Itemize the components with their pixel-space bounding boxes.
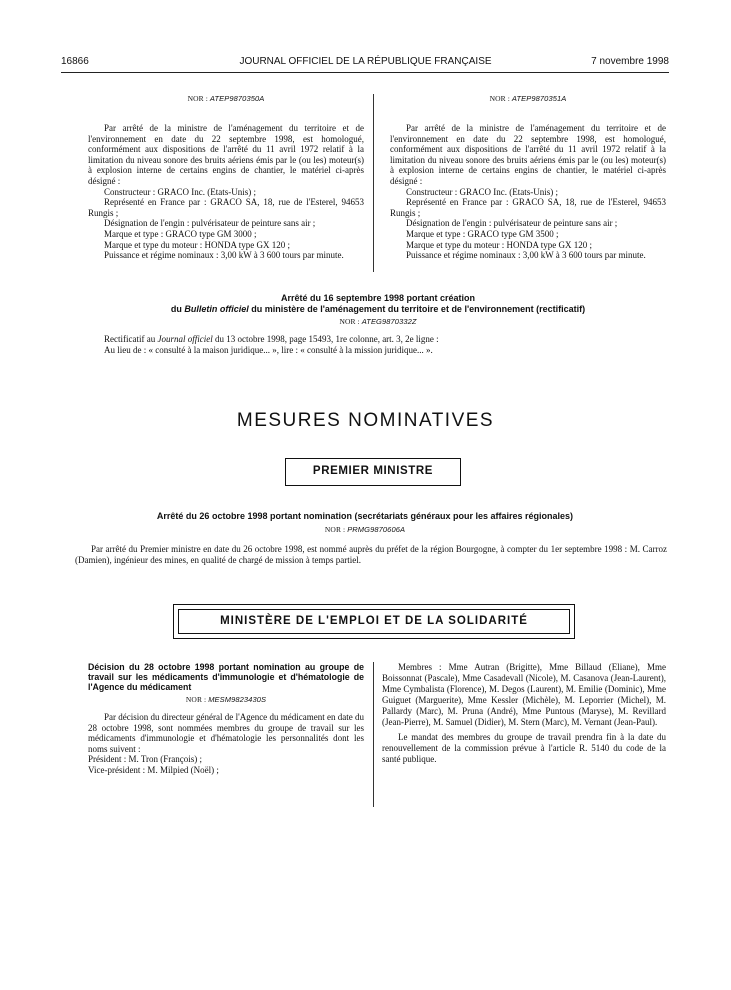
paragraph: Marque et type : GRACO type GM 3000 ; bbox=[104, 228, 257, 239]
arrete-title: Arrêté du 26 octobre 1998 portant nomination (secrétariats généraux pour les affaires régionales) bbox=[156, 511, 574, 521]
journal-title: JOURNAL OFFICIEL DE LA RÉPUBLIQUE FRANÇAISE bbox=[239, 56, 492, 67]
paragraph: Par décision du directeur général de l'Agence du médicament en date du 28 octobre 1998, sont nommées membres du groupe de travail sur les médicaments d'immunologie et d'hématologie les personnalités dont les noms suivent : bbox=[88, 712, 364, 754]
paragraph: Représenté en France par : GRACO SA, 18, rue de l'Esterel, 94653 Rungis ; bbox=[390, 197, 666, 218]
decision-title: Décision du 28 octobre 1998 portant nomination au groupe de travail sur les médicaments d'immunologie et d'hématologie de l'Agence du médicament bbox=[88, 662, 364, 692]
paragraph: Président : M. Tron (François) ; bbox=[88, 754, 203, 765]
nor-reference: NOR : ATEP9870351A bbox=[489, 94, 567, 103]
ministere-box: MINISTÈRE DE L'EMPLOI ET DE LA SOLIDARITÉ bbox=[178, 609, 570, 634]
arrete-title: Arrêté du 16 septembre 1998 portant création du Bulletin officiel du ministère de l'aménagement du territoire et de l'environnement (rectificatif) bbox=[170, 293, 586, 314]
paragraph: Constructeur : GRACO Inc. (Etats-Unis) ; bbox=[406, 186, 558, 197]
page-number: 16866 bbox=[61, 56, 89, 67]
ministere-right bbox=[382, 662, 666, 765]
premier-ministre-box: PREMIER MINISTRE bbox=[285, 458, 461, 486]
paragraph: Puissance et régime nominaux : 3,00 kW à 3 600 tours par minute. bbox=[104, 250, 344, 261]
paragraph: Constructeur : GRACO Inc. (Etats-Unis) ; bbox=[104, 186, 256, 197]
paragraph: Marque et type du moteur : HONDA type GX 120 ; bbox=[104, 239, 290, 250]
paragraph: Puissance et régime nominaux : 3,00 kW à 3 600 tours par minute. bbox=[406, 250, 646, 261]
nor-reference: NOR : MESM9823430S bbox=[185, 695, 267, 704]
section-title: MESURES NOMINATIVES bbox=[236, 410, 495, 431]
column-divider bbox=[373, 662, 374, 807]
paragraph: Marque et type du moteur : HONDA type GX 120 ; bbox=[406, 239, 592, 250]
paragraph: Rectificatif au Journal officiel du 13 octobre 1998, page 15493, 1re colonne, art. 3, 2e ligne : bbox=[104, 334, 439, 344]
paragraph: Représenté en France par : GRACO SA, 18, rue de l'Esterel, 94653 Rungis ; bbox=[88, 197, 364, 218]
paragraph: Par arrêté du Premier ministre en date du 26 octobre 1998, est nommé auprès du préfet de la région Bourgogne, à compter du 1er septembre 1998 : M. Carroz (Damien), ingénieur des mines, en qualité de chargé de mission à temps partiel. bbox=[75, 544, 667, 565]
ministere-left bbox=[88, 662, 364, 776]
nor-reference: NOR : ATEP9870350A bbox=[187, 94, 265, 103]
paragraph: Par arrêté de la ministre de l'aménagement du territoire et de l'environnement en date du 22 septembre 1998, est homologué, conformément aux dispositions de l'arrêté du 11 avril 1972 relatif à la limitation du niveau sonore des bruits aériens émis par le (ou les) moteur(s) à explosion interne de certains engins de chantier, le matériel ci-après désigné : bbox=[88, 123, 364, 186]
block1-left bbox=[88, 94, 364, 261]
column-divider bbox=[373, 94, 374, 272]
nor-reference: NOR : PRMG9870606A bbox=[324, 525, 406, 534]
paragraph: Par arrêté de la ministre de l'aménagement du territoire et de l'environnement en date du 22 septembre 1998, est homologué, conformément aux dispositions de l'arrêté du 11 avril 1972 relatif à la limitation du niveau sonore des bruits aériens émis par le (ou les) moteur(s) à explosion interne de certains engins de chantier, le matériel ci-après désigné : bbox=[390, 123, 666, 186]
nor-reference: NOR : ATEG9870332Z bbox=[339, 317, 417, 326]
paragraph: Vice-président : M. Milpied (Noël) ; bbox=[88, 764, 219, 775]
paragraph: Désignation de l'engin : pulvérisateur de peinture sans air ; bbox=[104, 218, 316, 229]
paragraph: Le mandat des membres du groupe de travail prendra fin à la date du renouvellement de la commission prévue à l'article R. 5140 du code de la santé publique. bbox=[382, 731, 666, 764]
rectificatif-section bbox=[88, 293, 668, 355]
block1-right bbox=[390, 94, 666, 261]
paragraph: Au lieu de : « consulté à la maison juridique... », lire : « consulté à la mission juridique... ». bbox=[104, 344, 433, 355]
header-rule bbox=[61, 72, 669, 73]
paragraph: Membres : Mme Autran (Brigitte), Mme Billaud (Eliane), Mme Boissonnat (Pascale), Mme Casadevall (Nicole), M. Casanova (Jean-Laurent), Mme Cymbalista (Florence), M. Degos (Laurent), M. Emilie (Dominic), Mme Guiguet (Marguerite), Mme Kessler (Michèle), M. Leporrier (Michel), M. Pallardy (Marc), M. Pruna (André), Mme Puntous (Maryse), M. Revillard (Jean-Pierre), M. Samuel (Didier), M. Stern (Marc), M. Vernant (Jean-Paul). bbox=[382, 662, 666, 728]
paragraph: Marque et type : GRACO type GM 3500 ; bbox=[406, 228, 559, 239]
paragraph: Désignation de l'engin : pulvérisateur de peinture sans air ; bbox=[406, 218, 618, 229]
premier-ministre-section bbox=[75, 511, 667, 565]
issue-date: 7 novembre 1998 bbox=[591, 56, 669, 67]
